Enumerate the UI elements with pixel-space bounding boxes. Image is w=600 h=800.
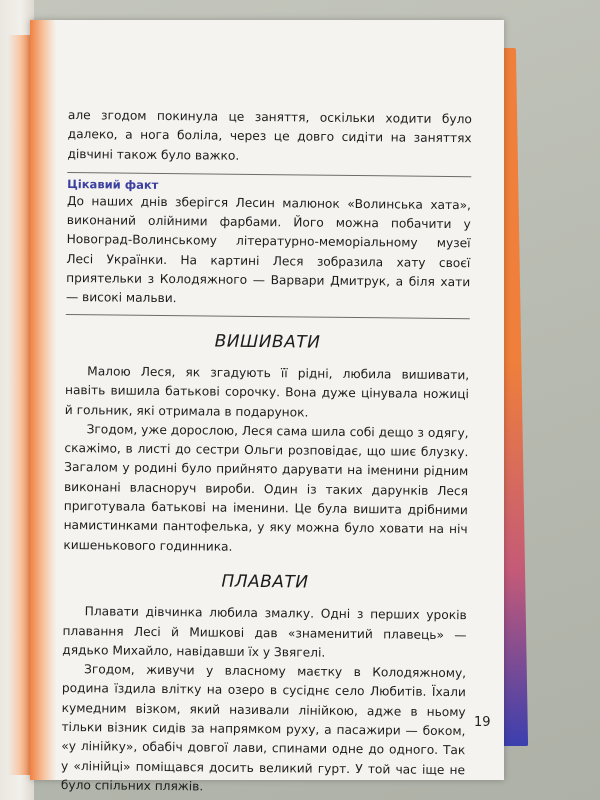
fact-box bbox=[66, 172, 471, 319]
section-heading-swim: ПЛАВАТИ bbox=[221, 571, 309, 593]
intro-paragraph: але згодом покинула це заняття, оскільки ходити було далеко, а нога боліла, через це довго сидіти на заняттях дівчині також було важко. bbox=[67, 107, 472, 163]
fact-text: До наших днів зберігся Лесин малюнок «Волинська хата», виконаний олійними фарбами. Його можна побачити у Новоград-Волинському літературно-меморіальному музеї Лесі Українки. На картині Леся зобразила хату своєї приятельки з Колодяжного — Варвари Дмитрук, а біля хати — високі мальви. bbox=[65, 193, 472, 306]
embroider-paragraph-1: Малою Леся, як згадують її рідні, любила вишивати, навіть вишила батькові сорочку. Вона дуже цінувала ножиці й гольник, які отримала в подарунок. bbox=[64, 364, 470, 420]
page-number: 19 bbox=[474, 715, 491, 730]
swim-paragraph-2: Згодом, живучи у власному маєтку в Колодяжному, родина їздила влітку на озеро в сусіднє село Любитів. Їхали кумедним візком, який називали лінійкою, адже в ньому тільки візник сидів за напрямком руху, а пасажири — боком, «у лінійку», обабіч довгої лави, спинами одне до одного. Так у «лінійці» поміщався досить великий гурт. У той час іще не було спільних пляжів. bbox=[60, 662, 467, 794]
page-content bbox=[61, 106, 472, 799]
section-heading-embroider: ВИШИВАТИ bbox=[214, 331, 321, 353]
fact-title: Цікавий факт bbox=[67, 176, 159, 192]
swim-paragraph-1: Плавати дівчинка любила змалку. Одні з перших уроків плавання Лесі й Мишкові дав «знаменитий плавець» — дядько Михайло, навідавши їх у Звягелі. bbox=[62, 604, 467, 660]
embroider-paragraph-2: Згодом, уже дорослою, Леся сама шила собі дещо з одягу, скажімо, в листі до сестри Ольги розповідає, що шиє блузку. Загалом у родині було прийнято дарувати на іменини рідним виконані власноруч вироби. Один із таких дарунків Леся приготувала батькові на іменини. Це була вишита дрібними намистинками пантофелька, у яку можна було ховати на ніч кишенькового годинника. bbox=[63, 422, 469, 554]
book-page bbox=[30, 20, 504, 794]
